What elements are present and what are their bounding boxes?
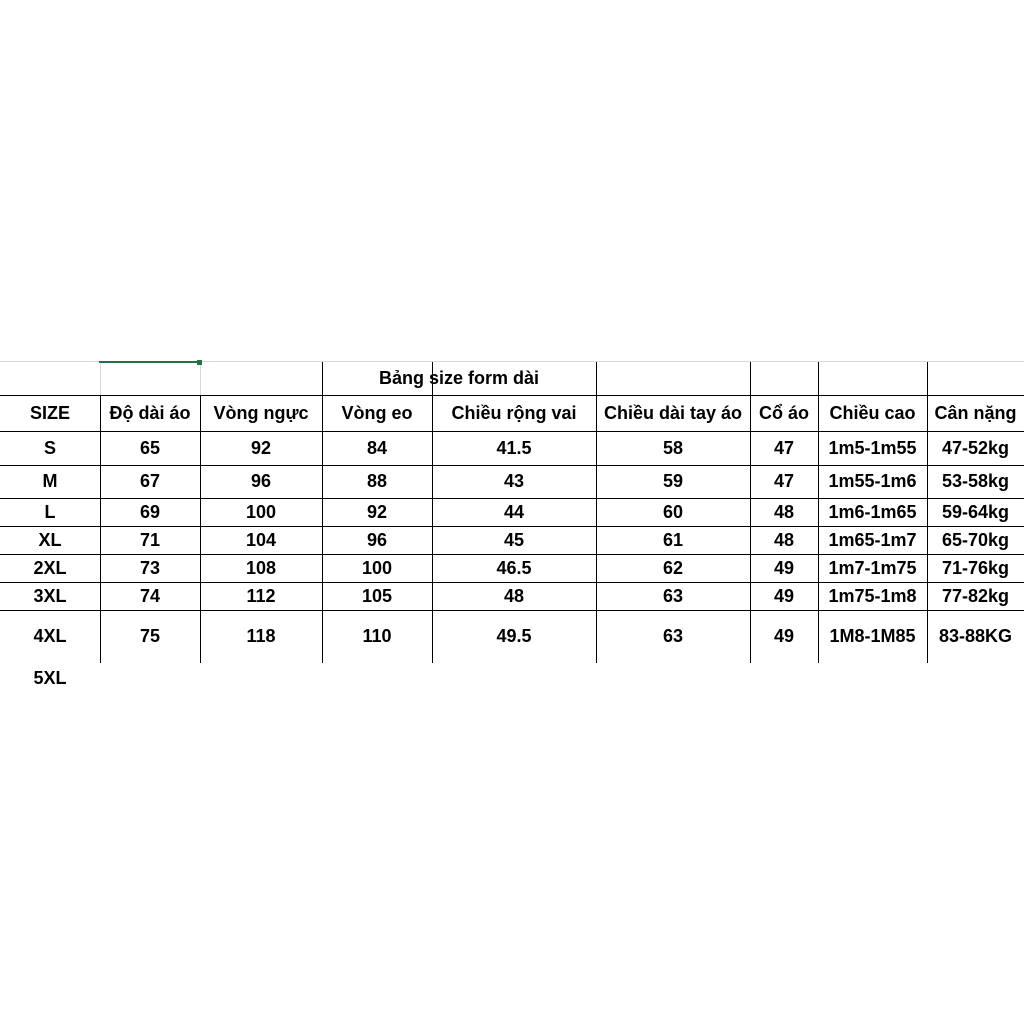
table-cell[interactable]: 96 [366, 529, 388, 550]
table-cell[interactable] [100, 663, 200, 693]
table-cell[interactable]: 59-64kg [941, 501, 1010, 522]
table-cell[interactable]: 1m65-1m7 [828, 529, 917, 550]
table-cell[interactable]: 105 [361, 585, 393, 606]
size-label-cell[interactable]: S [43, 437, 56, 458]
table-cell[interactable]: 41.5 [496, 437, 532, 458]
table-cell[interactable]: 1m7-1m75 [828, 557, 917, 578]
column-header[interactable]: Chiều rộng vai [451, 402, 577, 423]
table-cell[interactable]: 59 [662, 471, 684, 491]
size-chart-sheet [0, 361, 1024, 688]
table-cell[interactable]: 46.5 [496, 557, 532, 578]
table-cell[interactable]: 61 [662, 529, 684, 550]
table-cell[interactable] [927, 663, 1024, 693]
table-cell[interactable]: 65-70kg [941, 529, 1010, 550]
table-cell[interactable]: 74 [139, 585, 161, 606]
table-cell[interactable]: 71-76kg [941, 557, 1010, 578]
table-cell[interactable]: 69 [139, 501, 161, 522]
table-cell[interactable]: 49 [773, 585, 795, 606]
table-cell[interactable]: 84 [366, 437, 388, 458]
column-header[interactable]: Vòng ngực [213, 402, 309, 423]
table-cell[interactable]: 110 [362, 626, 392, 646]
table-cell[interactable]: 60 [662, 501, 684, 522]
table-cell[interactable]: 49.5 [496, 626, 532, 646]
table-cell[interactable]: 47 [773, 471, 795, 491]
table-cell[interactable]: 92 [250, 437, 272, 458]
table-cell[interactable]: 73 [139, 557, 161, 578]
table-cell[interactable] [596, 663, 750, 693]
table-cell[interactable]: 67 [139, 471, 161, 491]
table-cell[interactable]: 48 [773, 501, 795, 522]
table-cell[interactable]: 118 [246, 626, 276, 646]
table-cell[interactable]: 49 [773, 557, 795, 578]
column-header[interactable]: Vòng eo [341, 402, 413, 423]
table-cell[interactable]: 112 [246, 585, 276, 606]
sheet-title[interactable]: Bảng size form dài [378, 367, 540, 388]
table-cell[interactable]: 1m75-1m8 [828, 585, 917, 606]
table-cell[interactable]: 77-82kg [941, 585, 1010, 606]
table-cell[interactable] [818, 663, 927, 693]
size-label-cell[interactable]: 5XL [33, 667, 67, 688]
column-header[interactable]: Độ dài áo [109, 402, 191, 423]
table-cell[interactable]: 1m55-1m6 [828, 471, 917, 491]
table-cell[interactable]: 45 [503, 529, 525, 550]
table-cell[interactable]: 44 [503, 501, 525, 522]
table-cell[interactable] [200, 663, 322, 693]
size-label-cell[interactable]: 3XL [33, 585, 67, 606]
table-cell[interactable]: 96 [250, 471, 272, 491]
column-header[interactable]: SIZE [29, 402, 70, 423]
table-cell[interactable]: 53-58kg [941, 471, 1010, 491]
table-cell[interactable]: 92 [366, 501, 388, 522]
fill-handle[interactable] [197, 360, 202, 365]
size-label-cell[interactable]: M [42, 471, 58, 491]
table-cell[interactable]: 48 [773, 529, 795, 550]
table-cell[interactable]: 49 [773, 626, 795, 646]
table-cell[interactable]: 48 [503, 585, 525, 606]
size-label-cell[interactable]: 2XL [33, 557, 67, 578]
column-header[interactable]: Chiều dài tay áo [603, 402, 743, 423]
table-cell[interactable]: 75 [139, 626, 161, 646]
table-cell[interactable]: 63 [662, 585, 684, 606]
table-cell[interactable]: 100 [361, 557, 393, 578]
table-cell[interactable]: 58 [662, 437, 684, 458]
table-cell[interactable]: 1M8-1M85 [829, 626, 916, 646]
table-cell[interactable]: 108 [245, 557, 277, 578]
table-cell[interactable]: 47-52kg [941, 437, 1010, 458]
size-label-cell[interactable]: L [44, 501, 56, 522]
table-cell[interactable]: 71 [139, 529, 161, 550]
table-cell[interactable]: 100 [245, 501, 277, 522]
selected-cell-indicator [99, 361, 200, 363]
table-cell[interactable]: 47 [773, 437, 795, 458]
table-cell[interactable]: 62 [662, 557, 684, 578]
table-cell[interactable] [432, 663, 596, 693]
table-cell[interactable] [750, 663, 818, 693]
size-label-cell[interactable]: 4XL [33, 626, 67, 646]
column-header[interactable]: Chiều cao [829, 402, 916, 423]
table-cell[interactable]: 83-88KG [938, 626, 1013, 646]
table-cell[interactable]: 1m6-1m65 [828, 501, 917, 522]
column-header[interactable]: Cổ áo [758, 402, 809, 423]
table-cell[interactable]: 104 [245, 529, 277, 550]
table-cell[interactable]: 88 [366, 471, 388, 491]
column-header[interactable]: Cân nặng [934, 402, 1017, 423]
size-label-cell[interactable]: XL [38, 529, 62, 550]
table-cell[interactable]: 43 [503, 471, 525, 491]
table-cell[interactable]: 1m5-1m55 [828, 437, 917, 458]
table-cell[interactable]: 65 [139, 437, 161, 458]
table-cell[interactable] [322, 663, 432, 693]
table-cell[interactable]: 63 [662, 626, 684, 646]
